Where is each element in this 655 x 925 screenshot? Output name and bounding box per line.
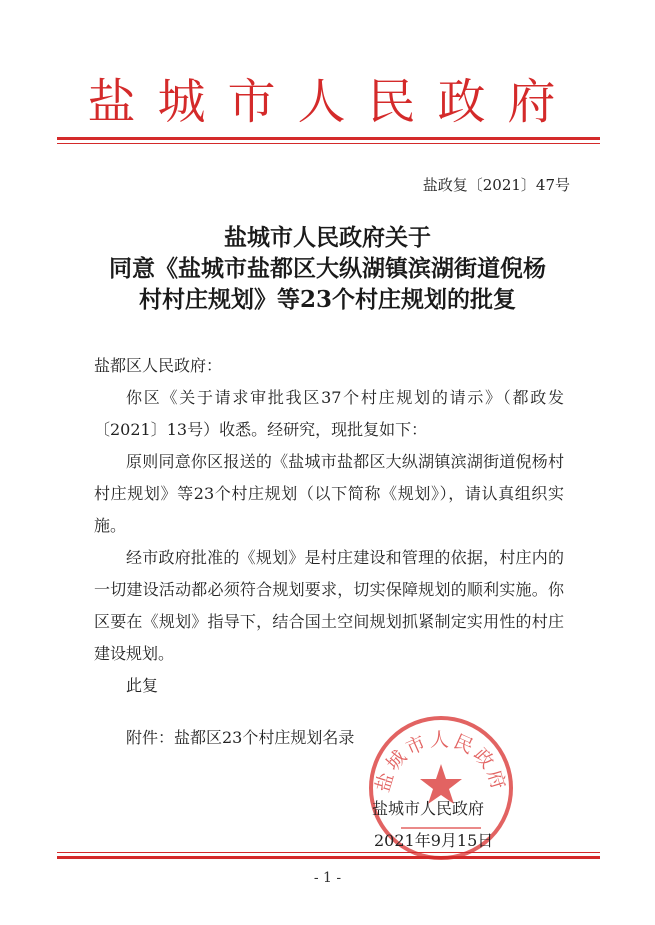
body-paragraph-1: 你区《关于请求审批我区37个村庄规划的请示》（都政发〔2021〕13号）收悉。经研究，现批复如下： — [94, 388, 564, 439]
attachment-line: 附件：盐都区23个村庄规划名录 — [126, 728, 355, 747]
header-rule-thin — [57, 143, 600, 144]
issue-date: 2021年9月15日 — [374, 831, 494, 850]
body-paragraph-3: 经市政府批准的《规划》是村庄建设和管理的依据，村庄内的一切建设活动都必须符合规划要求，切实保障规划的顺利实施。你区要在《规划》指导下，结合国土空间规划抓紧制定实用性的村庄建设规划。 — [94, 548, 564, 663]
document-title — [0, 222, 655, 315]
title-line-3: 村村庄规划》等23个村庄规划的批复 — [138, 286, 516, 313]
footer-rule-thick — [57, 856, 600, 859]
issuer-name: 盐城市人民政府 — [372, 799, 485, 818]
document-body — [94, 350, 564, 754]
agency-header-title: 盐城市人民政府 — [87, 74, 578, 130]
footer-rule-thin — [57, 852, 600, 853]
page-number: - 1 - — [313, 870, 342, 886]
document-number: 盐政复〔2021〕47号 — [422, 176, 570, 194]
addressee: 盐都区人民政府： — [94, 356, 223, 375]
closing-phrase: 此复 — [126, 676, 159, 695]
header-rule-thick — [57, 137, 600, 140]
title-line-2: 同意《盐城市盐都区大纵湖镇滨湖街道倪杨 — [109, 255, 546, 282]
body-paragraph-2: 原则同意你区报送的《盐城市盐都区大纵湖镇滨湖街道倪杨村村庄规划》等23个村庄规划（以下简称《规划》），请认真组织实施。 — [94, 452, 564, 535]
signature-block — [372, 793, 532, 857]
svg-text:盐城市人民政府: 盐城市人民政府 — [371, 729, 511, 795]
title-line-1: 盐城市人民政府关于 — [224, 224, 431, 251]
